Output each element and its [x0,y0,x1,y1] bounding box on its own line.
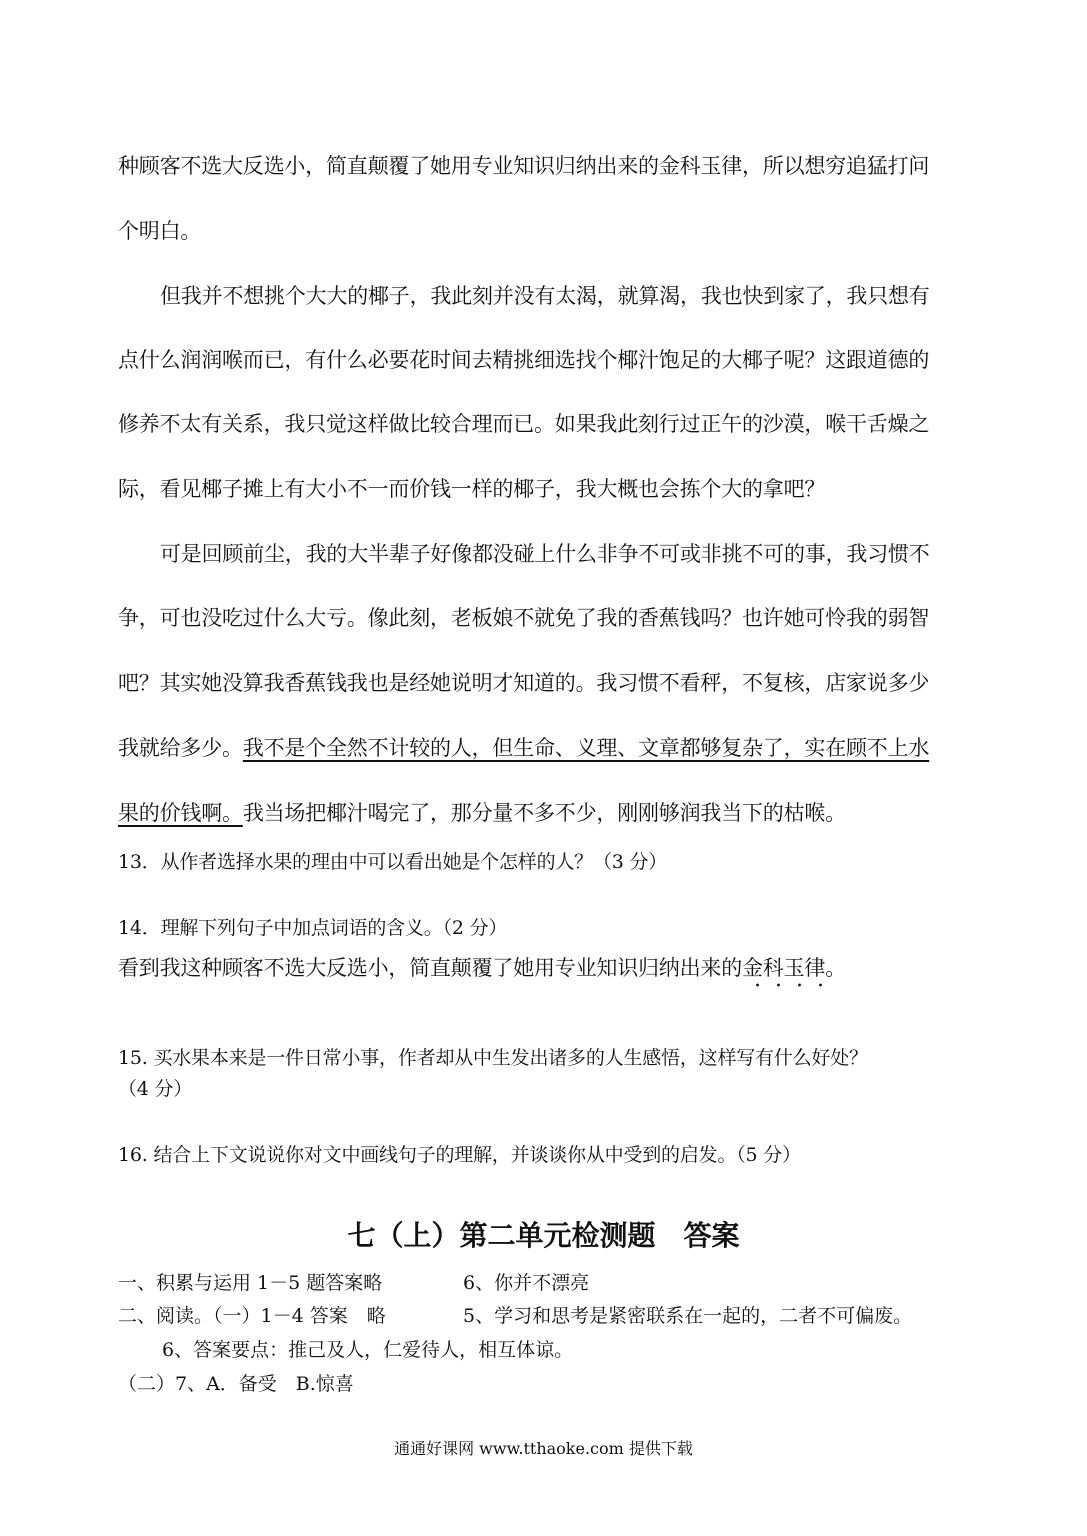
question-13: 13．从作者选择水果的理由中可以看出她是个怎样的人？（3 分） [118,851,668,873]
answer-2-part-1: 二、阅读。（一）1－4 答案 略 [118,1305,386,1327]
answer-3: 6、答案要点：推己及人，仁爱待人，相互体谅。 [162,1339,574,1361]
question-14: 14．理解下列句子中加点词语的含义。（2 分） [118,917,508,939]
question-15-line-1: 15. 买水果本来是一件日常小事，作者却从中生发出诸多的人生感悟，这样写有什么好处？ [118,1047,868,1069]
passage-line-11 [118,799,978,827]
answer-4: （二）7、A．备受 B.惊喜 [118,1373,354,1395]
passage-line-8: 争，可也没吃过什么大亏。像此刻，老板娘不就免了我的香蕉钱吗？也许她可怜我的弱智 [118,606,930,630]
passage-text: 我当场把椰汁喝完了，那分量不多不少，刚刚够润我当下的枯喉。 [242,801,847,825]
question-16: 16. 结合上下文说说你对文中画线句子的理解，并谈谈你从中受到的启发。（5 分） [118,1144,801,1166]
passage-line-2: 个明白。 [118,219,202,243]
passage-text: 我就给多少。 [118,736,243,760]
passage-line-9: 吧？其实她没算我香蕉钱我也是经她说明才知道的。我习惯不看秤，不复核，店家说多少 [118,671,930,695]
passage-line-7: 可是回顾前尘，我的大半辈子好像都没碰上什么非争不可或非挑不可的事，我习惯不 [160,542,930,566]
sentence-text: 看到我这种顾客不选大反选小，简直颠覆了她用专业知识归纳出来的 [118,956,742,980]
passage-line-6: 际，看见椰子摊上有大小不一而价钱一样的椰子，我大概也会拣个大的拿吧？ [118,477,826,501]
question-14-sentence [118,954,978,982]
dotted-term: 金科玉律 [742,956,826,980]
answer-1-part-2: 6、你并不漂亮 [463,1272,590,1294]
page-footer: 通通好课网 www.tthaoke.com 提供下载 [394,1439,693,1458]
answers-title: 七（上）第二单元检测题 答案 [347,1219,740,1252]
passage-line-10 [118,734,978,762]
sentence-end: 。 [825,956,847,980]
passage-line-1: 种顾客不选大反选小，简直颠覆了她用专业知识归纳出来的金科玉律，所以想穷追猛打问 [118,154,930,178]
underlined-sentence: 我不是个全然不计较的人，但生命、义理、文章都够复杂了，实在顾不上水 [242,736,930,760]
underlined-sentence-end: 果的价钱啊。 [118,801,243,825]
passage-line-3: 但我并不想挑个大大的椰子，我此刻并没有太渴，就算渴，我也快到家了，我只想有 [160,284,930,308]
answer-1-part-1: 一、积累与运用 1－5 题答案略 [118,1272,383,1294]
question-15-line-2: （4 分） [118,1078,193,1100]
answer-2-part-2: 5、学习和思考是紧密联系在一起的，二者不可偏废。 [463,1305,913,1327]
passage-line-4: 点什么润润喉而已，有什么必要花时间去精挑细选找个椰汁饱足的大椰子呢？这跟道德的 [118,348,930,372]
passage-line-5: 修养不太有关系，我只觉这样做比较合理而已。如果我此刻行过正午的沙漠，喉干舌燥之 [118,412,930,436]
